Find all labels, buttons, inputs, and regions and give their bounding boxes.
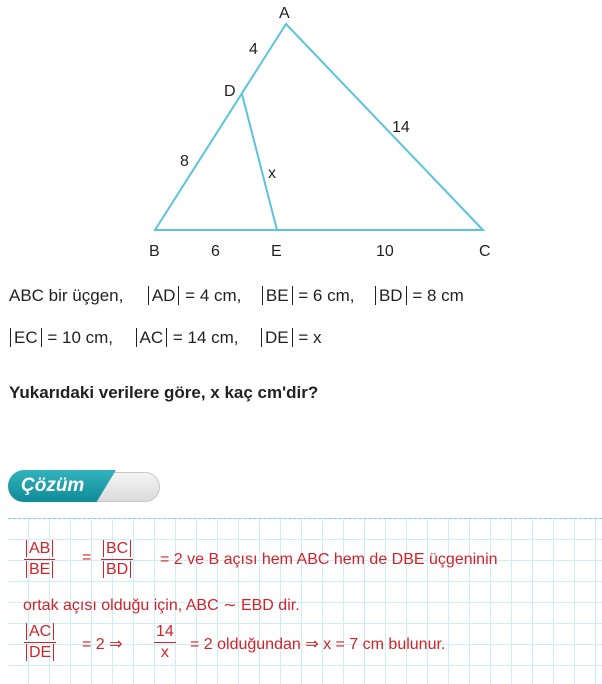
label-de: x bbox=[268, 165, 276, 182]
vertex-b: B bbox=[149, 243, 160, 260]
solution-banner bbox=[8, 470, 163, 504]
vertex-a: A bbox=[279, 5, 290, 22]
label-ac: 14 bbox=[392, 119, 410, 136]
abs-ad: AD bbox=[148, 286, 180, 305]
fraction-denominator: x bbox=[154, 642, 176, 663]
abs-bd-solution: BD bbox=[103, 561, 131, 578]
fraction-ac-de bbox=[24, 622, 56, 663]
label-db: 8 bbox=[180, 153, 189, 170]
vertex-c: C bbox=[479, 243, 491, 260]
given-line-2 bbox=[9, 328, 322, 348]
abs-bc: BC bbox=[103, 540, 131, 557]
label-ec: 10 bbox=[376, 243, 394, 260]
abs-be: BE bbox=[262, 286, 293, 305]
value-bd: = 8 cm bbox=[412, 286, 464, 305]
given-line-1 bbox=[9, 286, 464, 306]
abs-ec: EC bbox=[10, 328, 42, 347]
banner-title: Çözüm bbox=[21, 475, 85, 496]
question-text: Yukarıdaki verilere göre, x kaç cm'dir? bbox=[9, 383, 319, 402]
solution-box bbox=[8, 518, 602, 684]
given-intro: ABC bir üçgen, bbox=[9, 286, 124, 305]
value-ec: = 10 cm, bbox=[47, 328, 114, 347]
triangle-figure bbox=[0, 0, 602, 270]
value-ad: = 4 cm, bbox=[185, 286, 242, 305]
equals-sign: = bbox=[82, 549, 92, 566]
value-ac: = 14 cm, bbox=[172, 328, 239, 347]
abs-ac: AC bbox=[136, 328, 168, 347]
fraction-14-x bbox=[154, 622, 176, 663]
fraction-ab-be bbox=[24, 539, 55, 580]
segment-de bbox=[242, 94, 277, 230]
value-be: = 6 cm, bbox=[298, 286, 355, 305]
value-de: = x bbox=[298, 328, 322, 347]
abs-de: DE bbox=[261, 328, 293, 347]
abs-bd: BD bbox=[375, 286, 407, 305]
row3-middle: = 2 ⇒ bbox=[82, 636, 123, 653]
label-be: 6 bbox=[211, 243, 220, 260]
abs-be-solution: BE bbox=[26, 561, 53, 578]
row2-text: ortak açısı olduğu için, ABC ∼ EBD dir. bbox=[23, 597, 300, 614]
fraction-numerator: 14 bbox=[156, 623, 174, 640]
label-ad: 4 bbox=[249, 41, 258, 58]
abs-ab: AB bbox=[26, 540, 53, 557]
vertex-d: D bbox=[224, 83, 236, 100]
triangle-abc bbox=[155, 24, 483, 230]
vertex-e: E bbox=[271, 243, 282, 260]
row1-text: = 2 ve B açısı hem ABC hem de DBE üçgeninin bbox=[160, 551, 498, 568]
row3-text: = 2 olduğundan ⇒ x = 7 cm bulunur. bbox=[190, 636, 446, 653]
abs-de-solution: DE bbox=[26, 644, 54, 661]
triangle-lines bbox=[155, 24, 483, 230]
fraction-bc-bd bbox=[101, 539, 133, 580]
abs-ac-solution: AC bbox=[26, 623, 54, 640]
